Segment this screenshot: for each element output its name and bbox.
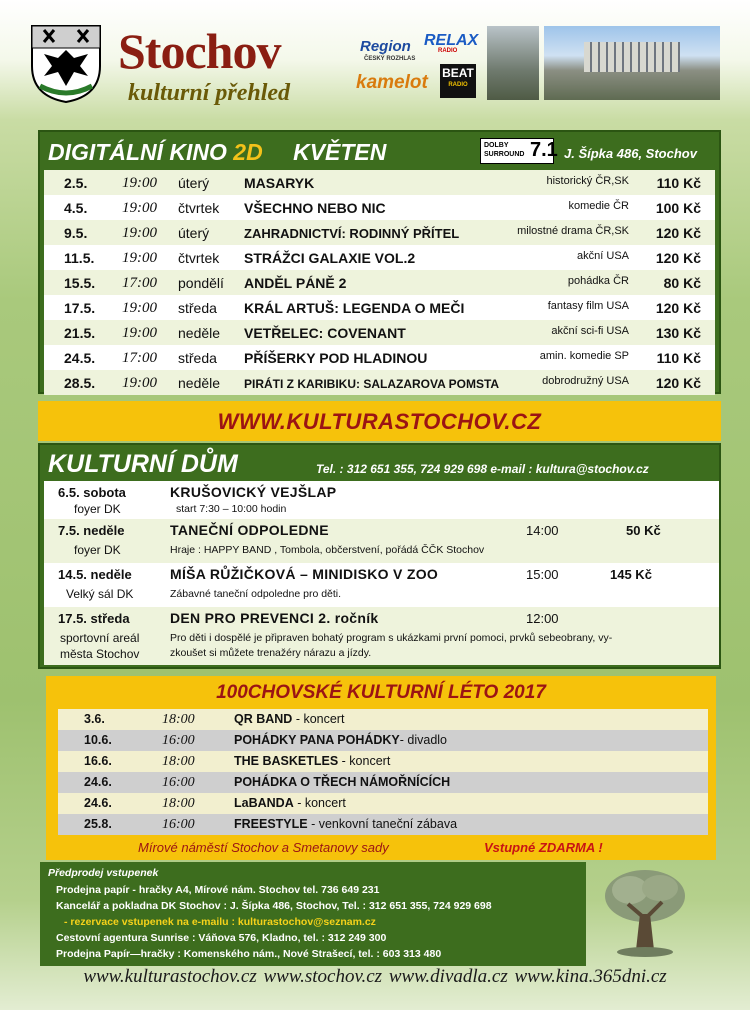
film-time: 17:00 [122,275,157,291]
film-date: 4.5. [64,200,88,216]
event-item [44,607,719,665]
film-day: čtvrtek [178,200,220,216]
event-title: DEN PRO PREVENCI 2. ročník [170,610,379,626]
film-date: 9.5. [64,225,88,241]
summer-event-type: - divadlo [399,733,448,747]
summer-event-title: POHÁDKY PANA POHÁDKY [234,733,400,747]
film-genre: akční sci-fi USA [551,325,629,337]
film-genre: pohádka ČR [567,275,629,287]
summer-event-title: LaBANDA [234,796,294,810]
summer-time: 16:00 [162,775,195,790]
film-genre: komedie ČR [568,200,629,212]
film-price: 100 Kč [655,200,701,216]
footer-links[interactable]: www.kulturastochov.cz www.stochov.cz www.divadla.cz www.kina.365dni.cz [83,966,667,987]
film-price: 120 Kč [655,375,701,391]
culture-house-section [38,443,721,669]
cinema-section [38,130,721,394]
film-genre: historický ČR,SK [546,175,629,187]
event-date: 7.5. neděle [58,523,125,538]
film-title: ZAHRADNICTVÍ: RODINNÝ PŘÍTEL [244,226,460,241]
summer-date: 25.8. [84,817,112,831]
presale-reservation: - rezervace vstupenek na e-mailu : kulturastochov@seznam.cz [64,916,376,928]
film-date: 15.5. [64,275,96,291]
page-subtitle: kulturní přehled [128,80,291,106]
film-genre: fantasy film USA [547,300,629,312]
dolby-logo [480,138,558,164]
dolby-text [484,141,524,159]
table-row [44,220,715,245]
cinema-month: KVĚTEN [293,139,387,165]
beat-logo [440,64,476,98]
event-title: MÍŠA RŮŽIČKOVÁ – MINIDISKO V ZOO [170,566,439,582]
cinema-table [44,170,715,395]
summer-time: 16:00 [162,817,195,832]
event-date: 6.5. sobota [58,485,126,500]
table-row [58,730,708,751]
film-price: 120 Kč [655,300,701,316]
beat-logo-sub: RADIO [448,82,468,88]
film-time: 19:00 [122,225,157,241]
film-price: 80 Kč [663,275,701,291]
presale-line: Prodejna papír - hračky A4, Mírové nám. Stochov tel. 736 649 231 [56,884,380,896]
film-date: 24.5. [64,350,96,366]
film-title: PŘÍŠERKY POD HLADINOU [244,350,428,366]
summer-time: 18:00 [162,796,195,811]
relax-logo: RELAX [424,32,479,49]
event-item [44,563,719,607]
table-row [44,270,715,295]
presale-box [40,862,586,966]
film-title: VETŘELEC: COVENANT [244,325,406,341]
building-shape [584,42,680,72]
film-date: 17.5. [64,300,96,316]
summer-event-title: THE BASKETLES [234,754,339,768]
film-title: PIRÁTI Z KARIBIKU: SALAZAROVA POMSTA [244,377,500,391]
film-title: ANDĚL PÁNĚ 2 [244,275,347,291]
table-row [44,320,715,345]
event-place: foyer DK [74,502,121,516]
building-photo [544,26,720,100]
event-price: 145 Kč [610,567,652,582]
film-time: 19:00 [122,300,157,316]
free-entry-note: Vstupné ZDARMA ! [484,840,603,855]
event-place: města Stochov [60,647,140,661]
summer-event [234,754,390,768]
coat-of-arms-icon [30,24,102,104]
header [0,0,750,118]
summer-event [234,796,346,810]
website-banner [38,401,721,441]
culture-house-events [44,481,719,665]
website-banner-link[interactable]: WWW.KULTURASTOCHOV.CZ [217,409,542,434]
cinema-address: J. Šípka 486, Stochov [564,146,697,161]
event-title: TANEČNÍ ODPOLEDNE [170,522,329,538]
table-row [58,814,708,835]
event-desc: Hraje : HAPPY BAND , Tombola, občerstvení, pořádá ČČK Stochov [170,544,485,556]
summer-date: 24.6. [84,775,112,789]
region-logo: Region [360,38,411,55]
film-genre: dobrodružný USA [542,375,629,387]
film-day: neděle [178,375,221,391]
summer-date: 24.6. [84,796,112,810]
film-date: 11.5. [64,250,95,266]
film-genre: amin. komedie SP [539,350,629,362]
table-row [44,345,715,370]
event-desc: Pro děti i dospělé je připraven bohatý program s ukázkami první pomoci, prvků sebeobrany, vy- [170,632,613,644]
film-price: 120 Kč [655,250,701,266]
kamelot-logo: kamelot [356,72,428,93]
presale-title: Předprodej vstupenek [48,867,159,879]
film-time: 19:00 [122,250,157,266]
event-place: foyer DK [74,543,121,557]
film-day: středa [178,350,217,366]
film-day: neděle [178,325,221,341]
cinema-title: DIGITÁLNÍ KINO [48,139,227,165]
summer-date: 16.6. [84,754,112,768]
event-place: sportovní areál [60,631,140,645]
table-row [44,170,715,195]
table-row [44,295,715,320]
summer-time: 16:00 [162,733,195,748]
event-date: 17.5. středa [58,611,130,626]
film-time: 19:00 [122,375,157,391]
event-title: KRUŠOVICKÝ VEJŠLAP [170,484,337,500]
event-price: 50 Kč [626,523,661,538]
cinema-heading [48,139,386,166]
event-item [44,519,719,563]
presale-line: Kancelář a pokladna DK Stochov : J. Šípka 486, Stochov, Tel. : 312 651 355, 724 929 698 [56,900,492,912]
summer-event-title: FREESTYLE [234,817,308,831]
region-logo-sub: ČESKÝ ROZHLAS [364,56,416,62]
film-title: MASARYK [244,175,315,191]
film-price: 120 Kč [655,225,701,241]
event-item [44,481,719,519]
statue-photo [487,26,539,100]
film-day: úterý [178,175,210,191]
event-time: 12:00 [526,611,559,626]
culture-house-contact: Tel. : 312 651 355, 724 929 698 e-mail : kultura@stochov.cz [316,462,649,476]
presale-line: Prodejna Papír—hračky : Komenského nám., Nové Strašecí, tel. : 603 313 480 [56,948,442,960]
dolby-line1: DOLBY [484,142,509,149]
event-date: 14.5. neděle [58,567,132,582]
film-date: 21.5. [64,325,96,341]
summer-event [234,775,450,789]
dolby-line2: SURROUND [484,151,525,158]
film-title: STRÁŽCI GALAXIE VOL.2 [244,250,416,266]
summer-date: 10.6. [84,733,112,747]
cinema-2d: 2D [233,139,263,165]
summer-event-type: - koncert [338,754,391,768]
dolby-number: 7.1 [530,139,558,161]
summer-table [58,709,708,835]
event-time: 15:00 [526,567,559,582]
page-title: Stochov [118,23,281,79]
summer-date: 3.6. [84,712,105,726]
film-time: 19:00 [122,175,157,191]
table-row [58,751,708,772]
film-time: 19:00 [122,200,157,216]
summer-time: 18:00 [162,754,195,769]
film-day: čtvrtek [178,250,220,266]
table-row [44,195,715,220]
film-price: 130 Kč [655,325,701,341]
summer-section [46,676,716,860]
tree-icon [600,864,690,958]
film-title: VŠECHNO NEBO NIC [244,200,386,216]
sponsor-logos [356,26,486,102]
presale-line: Cestovní agentura Sunrise : Váňova 576, Kladno, tel. : 312 249 300 [56,932,387,944]
film-day: středa [178,300,217,316]
relax-logo-sub: RADIO [438,48,458,54]
summer-time: 18:00 [162,712,195,727]
culture-house-title: KULTURNÍ DŮM [48,450,238,478]
film-genre: akční USA [577,250,629,262]
event-desc: Zábavné taneční odpoledne pro děti. [170,588,342,600]
event-desc: zkoušet si můžete trenažéry nárazu a jízdy. [170,647,372,659]
summer-event [234,733,447,747]
summer-event [234,817,457,831]
summer-event-title: POHÁDKA O TŘECH NÁMOŘNÍCÍCH [234,775,451,789]
event-desc: start 7:30 – 10:00 hodin [176,503,287,515]
film-date: 2.5. [64,175,88,191]
summer-event-type: - venkovní taneční zábava [307,817,458,831]
table-row [44,370,715,395]
summer-place: Mírové náměstí Stochov a Smetanovy sady [138,840,389,855]
table-row [44,245,715,270]
film-time: 19:00 [122,325,157,341]
film-title: KRÁL ARTUŠ: LEGENDA O MEČI [244,300,465,316]
film-day: pondělí [178,275,224,291]
summer-event-title: QR BAND [234,712,293,726]
film-price: 110 Kč [656,350,701,366]
film-genre: milostné drama ČR,SK [517,225,629,237]
summer-event-type: - koncert [293,796,346,810]
event-time: 14:00 [526,523,559,538]
summer-event [234,712,344,726]
table-row [58,793,708,814]
summer-event-type: - koncert [292,712,345,726]
summer-title: 100CHOVSKÉ KULTURNÍ LÉTO 2017 [216,682,546,703]
event-place: Velký sál DK [66,587,134,601]
film-day: úterý [178,225,210,241]
film-time: 17:00 [122,350,157,366]
beat-logo-text: BEAT [442,66,474,80]
film-price: 110 Kč [656,175,701,191]
table-row [58,709,708,730]
film-date: 28.5. [64,375,96,391]
table-row [58,772,708,793]
